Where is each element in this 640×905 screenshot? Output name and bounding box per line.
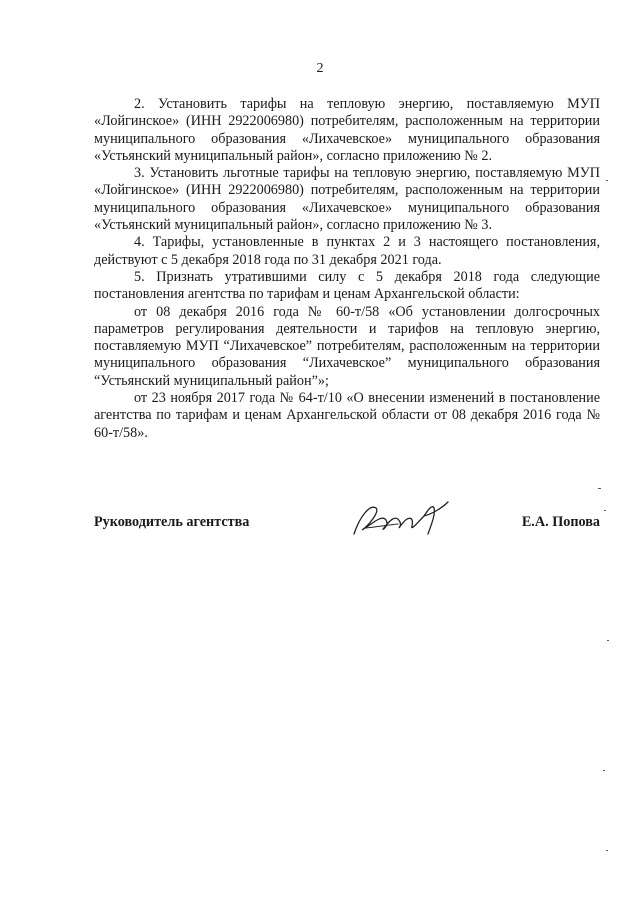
scan-speck [606, 180, 608, 181]
scan-speck [607, 640, 609, 641]
repealed-resolution-2: от 23 ноября 2017 года № 64-т/10 «О внесении изменений в постановление агентства по тарифам и ценам Архангельской области от 08 декабря 2016 года № 60-т/58». [94, 390, 600, 441]
paragraph-2-tariffs: 2. Установить тарифы на тепловую энергию, поставляемую МУП «Лойгинское» (ИНН 2922006980) потребителям, расположенным на территории муниципального образования «Лихачевское» муниципального образования «Устьянский муниципальный район», согласно приложению № 2. [94, 96, 600, 164]
signature-block [94, 494, 600, 544]
scan-speck [606, 850, 608, 851]
signatory-title: Руководитель агентства [94, 514, 250, 530]
scan-speck [603, 770, 605, 771]
scan-speck [598, 488, 601, 489]
page-number: 2 [316, 61, 324, 76]
paragraph-5-repeal: 5. Признать утратившими силу с 5 декабря 2018 года следующие постановления агентства по тарифам и ценам Архангельской области: [94, 268, 600, 303]
handwritten-signature [346, 494, 456, 544]
paragraph-4-validity: 4. Тарифы, установленные в пунктах 2 и 3 настоящего постановления, действуют с 5 декабря 2018 года по 31 декабря 2021 года. [94, 234, 600, 268]
repealed-resolution-1: от 08 декабря 2016 года № 60-т/58 «Об установлении долгосрочных параметров регулирования деятельности и тарифов на тепловую энергию, поставляемую МУП “Лихачевское” потребителям, расположенным на территории муниципального образования “Лихачевское” муниципального образования “Устьянский муниципальный район”»; [94, 303, 600, 389]
document-body [94, 96, 600, 442]
paragraph-3-preferential-tariffs: 3. Установить льготные тарифы на тепловую энергию, поставляемую МУП «Лойгинское» (ИНН 2922006980) потребителям, расположенным на территории муниципального образования «Лихачевское» муниципального образования «Устьянский муниципальный район», согласно приложению № 3. [94, 165, 600, 234]
scan-speck [604, 510, 606, 511]
signatory-name: Е.А. Попова [521, 514, 600, 530]
